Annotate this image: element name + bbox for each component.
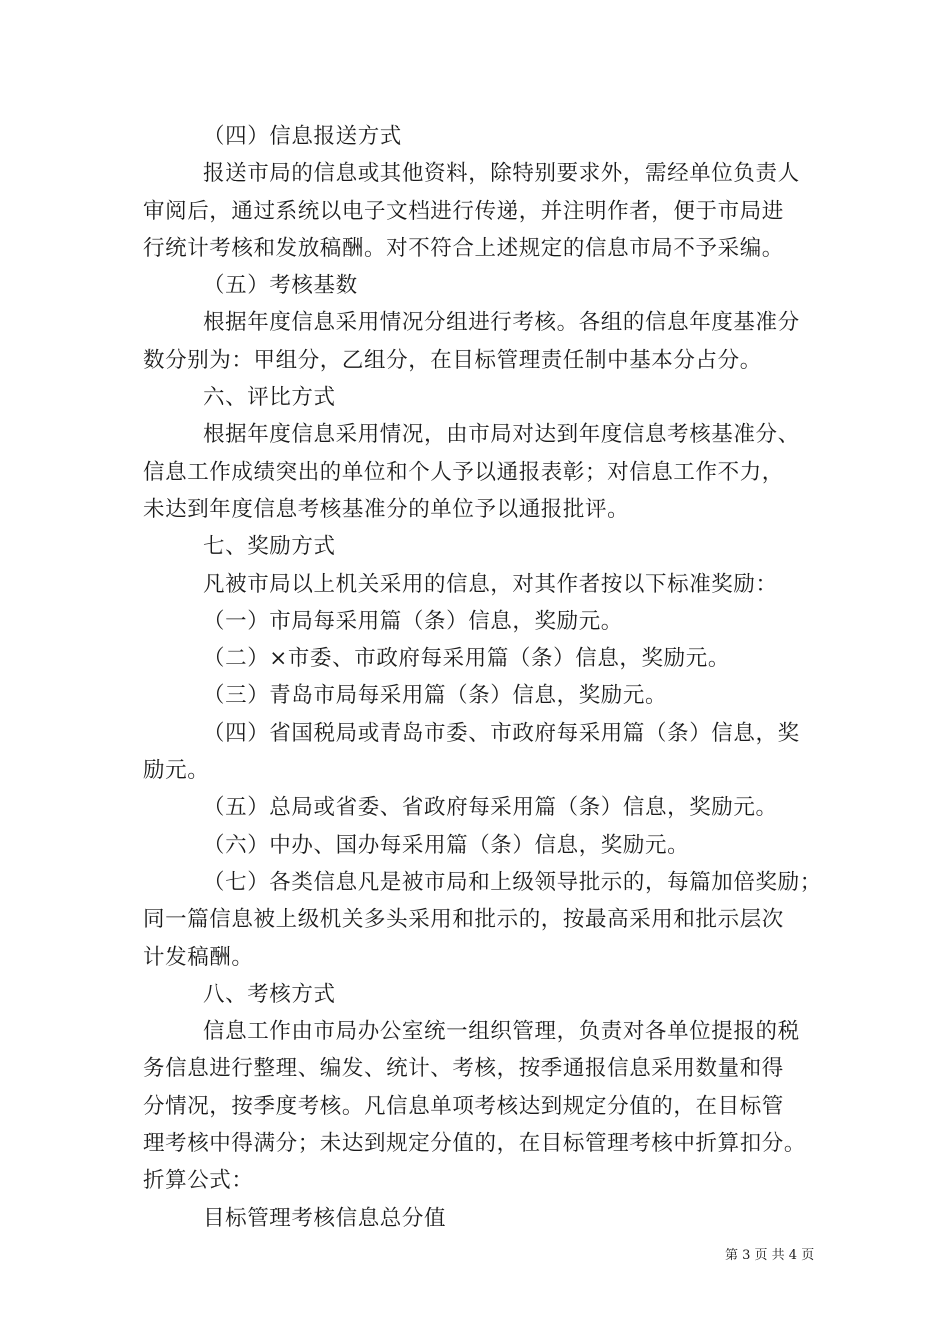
list-item: （三）青岛市局每采用篇（条）信息，奖励元。 <box>203 683 668 709</box>
list-item: （五）总局或省委、省政府每采用篇（条）信息，奖励元。 <box>203 795 778 821</box>
formula-label: 目标管理考核信息总分值 <box>203 1205 447 1231</box>
paragraph-line: 理考核中得满分；未达到规定分值的，在目标管理考核中折算扣分。 <box>143 1131 807 1157</box>
paragraph-line: 折算公式： <box>143 1168 254 1194</box>
paragraph-line: 信息工作由市局办公室统一组织管理，负责对各单位提报的税 <box>203 1019 800 1045</box>
document-body <box>143 118 822 1237</box>
section-heading: （五）考核基数 <box>203 273 358 299</box>
list-item-continuation: 计发稿酬。 <box>143 944 254 970</box>
section-heading: （四）信息报送方式 <box>203 124 402 149</box>
list-item: （四）省国税局或青岛市委、市政府每采用篇（条）信息，奖 <box>203 720 800 746</box>
paragraph-line: 审阅后，通过系统以电子文档进行传递，并注明作者，便于市局进 <box>143 198 784 224</box>
paragraph-line: 行统计考核和发放稿酬。对不符合上述规定的信息市局不予采编。 <box>143 235 784 261</box>
paragraph-line: 数分别为：甲组分，乙组分，在目标管理责任制中基本分占分。 <box>143 347 762 373</box>
list-item: （一）市局每采用篇（条）信息，奖励元。 <box>203 608 623 634</box>
list-item: （七）各类信息凡是被市局和上级领导批示的，每篇加倍奖励； <box>203 869 822 895</box>
list-item: （六）中办、国办每采用篇（条）信息，奖励元。 <box>203 832 690 858</box>
paragraph-line: 报送市局的信息或其他资料，除特别要求外，需经单位负责人 <box>203 161 800 187</box>
list-item-continuation: 同一篇信息被上级机关多头采用和批示的，按最高采用和批示层次 <box>143 907 784 933</box>
section-heading: 六、评比方式 <box>203 385 336 411</box>
list-item: （二）×市委、市政府每采用篇（条）信息，奖励元。 <box>203 646 730 672</box>
page-number: 第 3 页 共 4 页 <box>725 1248 815 1263</box>
list-item-continuation: 励元。 <box>143 758 210 784</box>
paragraph-line: 务信息进行整理、编发、统计、考核，按季通报信息采用数量和得 <box>143 1056 784 1082</box>
paragraph-line: 信息工作成绩突出的单位和个人予以通报表彰；对信息工作不力， <box>143 459 784 485</box>
paragraph-line: 凡被市局以上机关采用的信息，对其作者按以下标准奖励： <box>203 571 778 597</box>
paragraph-line: 分情况，按季度考核。凡信息单项考核达到规定分值的，在目标管 <box>143 1093 784 1119</box>
paragraph-line: 根据年度信息采用情况，由市局对达到年度信息考核基准分、 <box>203 422 800 448</box>
paragraph-line: 根据年度信息采用情况分组进行考核。各组的信息年度基准分 <box>203 310 800 336</box>
paragraph-line: 未达到年度信息考核基准分的单位予以通报批评。 <box>143 496 630 522</box>
section-heading: 七、奖励方式 <box>203 534 336 560</box>
section-heading: 八、考核方式 <box>203 981 336 1007</box>
